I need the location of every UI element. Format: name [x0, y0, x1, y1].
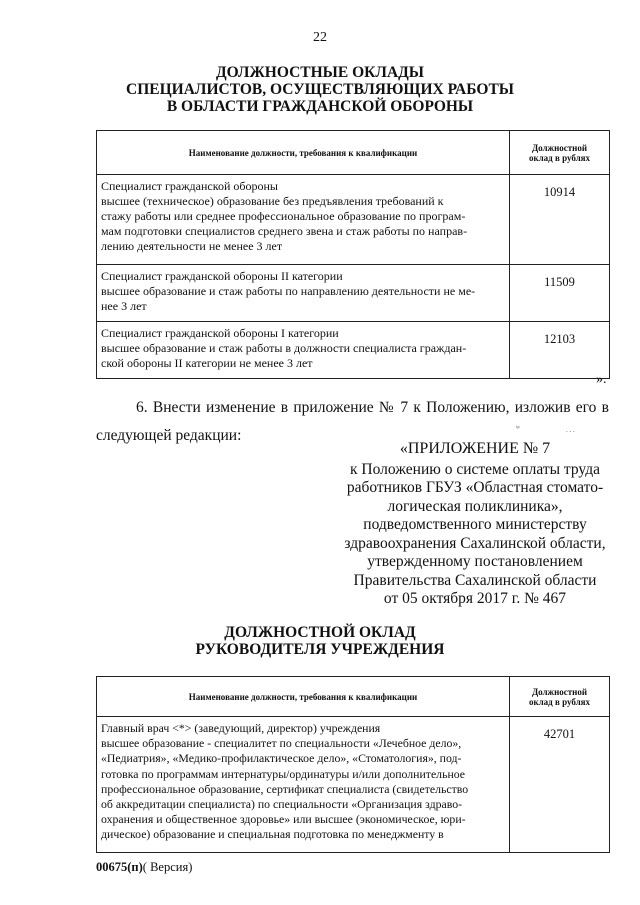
position-description: [97, 322, 510, 379]
description-line: мам подготовки специалистов среднего звена и стаж работы по направ-: [101, 224, 468, 238]
description-line: высшее образование - специалитет по специальности «Лечебное дело»,: [101, 736, 462, 751]
scan-speck: ᵗᵖ: [516, 424, 520, 432]
document-version: ( Версия): [142, 860, 193, 874]
appendix-line: утвержденному постановлением: [367, 553, 583, 570]
description-line: Специалист гражданской обороны I категории: [101, 326, 339, 340]
salary-value: 10914: [510, 175, 610, 265]
head-salary-table: [96, 676, 610, 853]
appendix-heading: «ПРИЛОЖЕНИЕ № 7: [399, 440, 551, 457]
appendix-line: к Положению о системе оплаты труда: [350, 460, 600, 478]
header-salary-line: оклад в рублях: [528, 696, 591, 707]
title-line: В ОБЛАСТИ ГРАЖДАНСКОЙ ОБОРОНЫ: [166, 98, 474, 115]
title-line: ДОЛЖНОСТНЫЕ ОКЛАДЫ: [215, 64, 425, 81]
description-line: об аккредитации специалиста) по специальности «Организация здраво-: [101, 797, 463, 812]
scan-speck: . . .: [566, 426, 575, 434]
header-name-cell: Наименование должности, требования к квалификации: [97, 131, 510, 175]
table-row: [97, 717, 610, 853]
header-salary-cell: [510, 131, 610, 175]
appendix-line: подведомственного министерству: [363, 516, 587, 533]
description-line: нее 3 лет: [101, 299, 147, 313]
section2-title: [0, 624, 640, 658]
appendix-header-block: [330, 440, 620, 609]
description-line: Главный врач <*> (заведующий, директор) учреждения: [101, 721, 381, 735]
section1-title: [0, 64, 640, 115]
description-line: высшее (техническое) образование без предъявления требований к: [101, 194, 444, 208]
title-line: РУКОВОДИТЕЛЯ УЧРЕЖДЕНИЯ: [195, 641, 445, 658]
salary-value: 42701: [510, 717, 610, 853]
table-row: [97, 322, 610, 379]
description-line: ской обороны II категории не менее 3 лет: [101, 356, 313, 370]
position-description: [97, 175, 510, 265]
description-line: готовка по программам интернатуры/ординатуры и/или дополнительное: [101, 766, 466, 781]
appendix-line: Правительства Сахалинской области: [353, 571, 597, 589]
page-number: 22: [313, 30, 327, 45]
appendix-line: от 05 октября 2017 г. № 467: [383, 590, 567, 607]
header-salary-line: оклад в рублях: [528, 152, 591, 163]
header-salary-line: Должностной: [531, 142, 588, 153]
paragraph-line: следующей редакции:: [96, 427, 242, 444]
table-row: [97, 265, 610, 322]
table-row: [97, 175, 610, 265]
description-line: профессиональное образование, сертификат специалиста (свидетельство: [101, 781, 469, 796]
header-salary-cell: [510, 677, 610, 717]
civil-defense-salary-table: [96, 130, 610, 379]
position-description: [97, 717, 510, 853]
header-salary-line: Должностной: [531, 686, 588, 697]
salary-value: 12103: [510, 322, 610, 379]
description-line: высшее образование и стаж работы в должности специалиста граждан-: [101, 341, 467, 355]
description-line: Специалист гражданской обороны II категории: [101, 269, 343, 283]
document-code: 00675(п): [96, 860, 143, 874]
appendix-line: работников ГБУЗ «Областная стомато-: [346, 479, 604, 496]
salary-value: 11509: [510, 265, 610, 322]
table-header-row: [97, 677, 610, 717]
title-line: ДОЛЖНОСТНОЙ ОКЛАД: [224, 624, 416, 641]
header-name-cell: Наименование должности, требования к квалификации: [97, 677, 510, 717]
description-line: стажу работы или среднее профессиональное образование по програм-: [101, 209, 466, 223]
position-description: [97, 265, 510, 322]
paragraph-line: 6. Внести изменение в приложение № 7 к Положению, изложив его в: [136, 399, 609, 416]
appendix-line: здравоохранения Сахалинской области,: [344, 534, 606, 552]
description-line: охранения и общественное здоровье» или высшее (экономическое, юри-: [101, 812, 466, 827]
description-line: «Педиатрия», «Медико-профилактическое дело», «Стоматология», под-: [101, 751, 462, 766]
closing-quote-mark: ».: [596, 372, 607, 387]
table-header-row: [97, 131, 610, 175]
description-line: Специалист гражданской обороны: [101, 179, 278, 193]
description-line: лению деятельности не менее 3 лет: [101, 239, 283, 253]
description-line: дическое) образование и специальная подготовка по менеджменту в: [101, 827, 444, 842]
appendix-line: логическая поликлиника»,: [387, 497, 563, 515]
title-line: СПЕЦИАЛИСТОВ, ОСУЩЕСТВЛЯЮЩИХ РАБОТЫ: [126, 81, 514, 98]
document-footer: [96, 860, 192, 875]
description-line: высшее образование и стаж работы по направлению деятельности не ме-: [101, 284, 476, 298]
